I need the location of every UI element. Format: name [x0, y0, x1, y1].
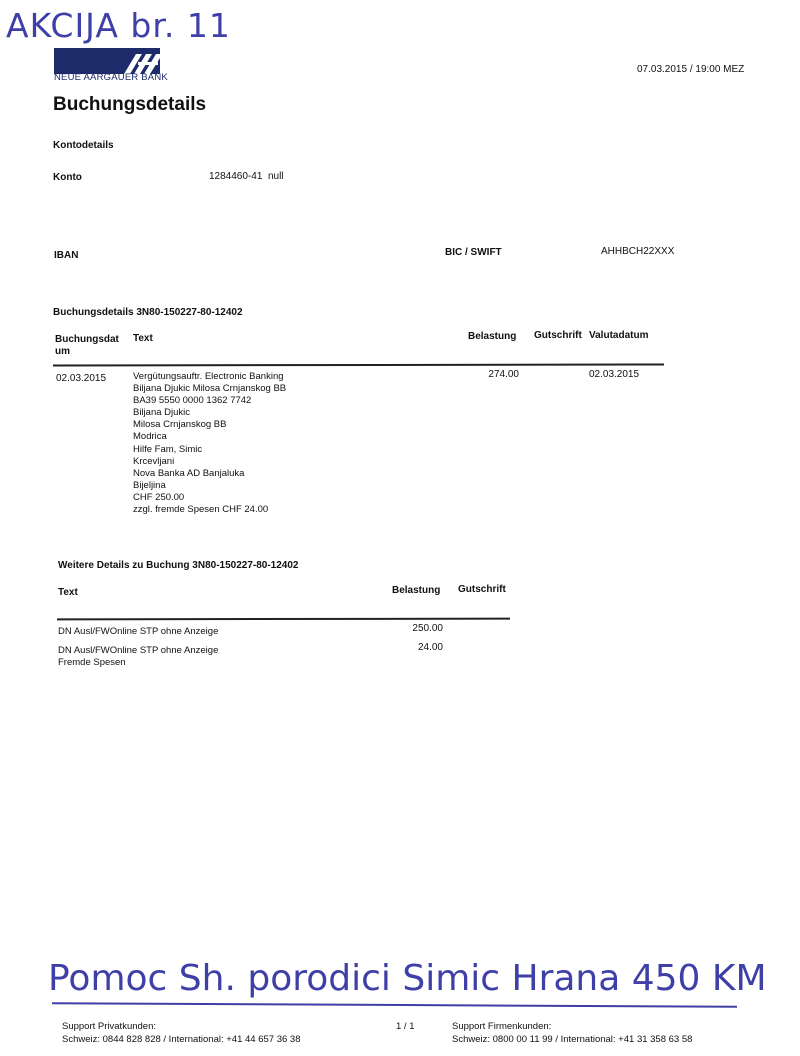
- further-col-debit: Belastung: [392, 585, 441, 596]
- handwritten-header-note: AKCIJA br. 11: [6, 6, 231, 45]
- col-header-date: Buchungsdat um: [55, 334, 119, 357]
- further-col-text: Text: [58, 587, 78, 598]
- col-header-text: Text: [133, 333, 153, 344]
- konto-label: Konto: [53, 172, 82, 183]
- col-header-debit: Belastung: [468, 331, 517, 342]
- col-header-credit: Gutschrift: [534, 330, 582, 341]
- support-business-phone: Schweiz: 0800 00 11 99 / International: +41 31 358 63 58: [452, 1034, 693, 1045]
- booking-row-value-date: 02.03.2015: [589, 369, 640, 380]
- bic-value: AHHBCH22XXX: [601, 246, 675, 257]
- further-col-credit: Gutschrift: [458, 584, 506, 595]
- support-private-label: Support Privatkunden:: [62, 1021, 157, 1032]
- booking-row-debit: 274.00: [488, 369, 519, 380]
- further-row-debit: 24.00: [417, 642, 443, 653]
- konto-value: 1284460-41 null: [209, 171, 284, 182]
- col-header-value-date: Valutadatum: [589, 330, 649, 341]
- bank-name: NEUE AARGAUER BANK: [54, 72, 168, 83]
- further-row-text: DN Ausl/FWOnline STP ohne Anzeige Fremde Spesen: [58, 645, 219, 669]
- bic-label: BIC / SWIFT: [445, 247, 502, 258]
- booking-row-text: Vergütungsauftr. Electronic Banking Biljana Djukic Milosa Crnjanskog BB BA39 5550 0000 1362 7742 Biljana Djukic Milosa Crnjanskog BB Modrica Hilfe Fam, Simic Krcevljani Nova Banka AD Banjaluka Bijeljina CHF 250.00 zzgl. fremde Spesen CHF 24.00: [133, 371, 287, 516]
- support-private-phone: Schweiz: 0844 828 828 / International: +41 44 657 36 38: [62, 1034, 301, 1045]
- booking-row-date: 02.03.2015: [56, 373, 107, 384]
- handwritten-footer-note: Pomoc Sh. porodici Simic Hrana 450 KM: [48, 958, 767, 999]
- page-number: 1 / 1: [396, 1021, 415, 1032]
- further-row-text: DN Ausl/FWOnline STP ohne Anzeige: [58, 626, 219, 637]
- further-row-debit: 250.00: [412, 623, 443, 634]
- further-header-rule: [57, 618, 510, 620]
- iban-label: IBAN: [54, 250, 79, 261]
- bank-logo: [54, 48, 160, 74]
- booking-heading: Buchungsdetails 3N80-150227-80-12402: [53, 307, 243, 318]
- handwritten-underline: [52, 1002, 737, 1007]
- booking-header-rule: [53, 363, 664, 366]
- further-heading: Weitere Details zu Buchung 3N80-150227-80-12402: [58, 560, 299, 571]
- timestamp: 07.03.2015 / 19:00 MEZ: [637, 64, 745, 75]
- page-title: Buchungsdetails: [53, 94, 207, 115]
- support-business-label: Support Firmenkunden:: [452, 1021, 552, 1032]
- account-section-label: Kontodetails: [53, 140, 114, 151]
